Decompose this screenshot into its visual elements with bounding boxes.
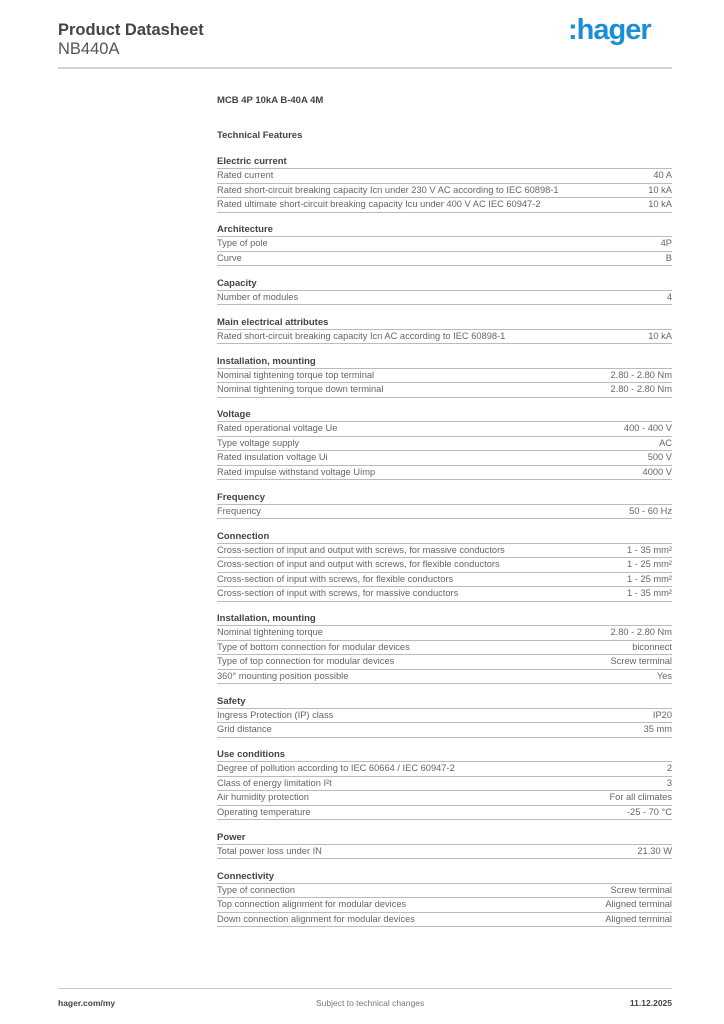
spec-row <box>217 169 672 184</box>
spec-label: Cross-section of input and output with screws, for massive conductors <box>217 544 505 555</box>
footer-website[interactable]: hager.com/my <box>58 998 116 1008</box>
spec-value: 1 - 35 mm² <box>627 588 672 598</box>
spec-value: IP20 <box>652 709 672 720</box>
spec-value: Yes <box>656 670 672 681</box>
spec-value: 4 <box>666 291 672 302</box>
spec-section <box>217 355 672 398</box>
spec-value: 400 - 400 V <box>623 423 672 433</box>
spec-label: Rated short-circuit breaking capacity Icn AC according to IEC 60898-1 <box>217 330 506 341</box>
spec-row <box>217 330 672 345</box>
product-reference: NB440A <box>58 40 120 58</box>
spec-section <box>217 612 672 684</box>
spec-row <box>217 573 672 588</box>
spec-row <box>217 437 672 452</box>
spec-label: Degree of pollution according to IEC 60664 / IEC 60947-2 <box>217 763 455 773</box>
spec-section <box>217 748 672 820</box>
spec-label: Cross-section of input and output with screws, for flexible conductors <box>217 559 500 569</box>
spec-label: Rated insulation voltage Ui <box>217 452 328 462</box>
spec-row <box>217 626 672 641</box>
spec-value: B <box>665 252 672 263</box>
section-title: Voltage <box>217 408 672 422</box>
spec-value: 10 kA <box>648 330 672 341</box>
spec-label: Grid distance <box>217 724 272 734</box>
spec-value: 2.80 - 2.80 Nm <box>610 384 672 394</box>
spec-row <box>217 777 672 792</box>
spec-value: 10 kA <box>648 199 672 209</box>
spec-label: Type voltage supply <box>217 437 300 448</box>
spec-label: Rated impulse withstand voltage Uimp <box>217 466 376 477</box>
spec-value: biconnect <box>632 641 672 652</box>
spec-label: Rated ultimate short-circuit breaking capacity Icu under 400 V AC IEC 60947-2 <box>217 199 541 209</box>
footer-date: 11.12.2025 <box>629 998 672 1008</box>
spec-value: Aligned terminal <box>605 899 672 909</box>
spec-row <box>217 762 672 777</box>
spec-row <box>217 884 672 899</box>
spec-value: 35 mm <box>643 724 672 734</box>
spec-row <box>217 451 672 466</box>
spec-section <box>217 408 672 480</box>
technical-features-heading: Technical Features <box>217 130 303 141</box>
spec-label: Type of pole <box>217 238 268 248</box>
section-title: Power <box>217 831 672 845</box>
spec-label: Top connection alignment for modular devices <box>217 899 407 909</box>
spec-label: Air humidity protection <box>217 792 309 802</box>
spec-row <box>217 198 672 213</box>
spec-row <box>217 466 672 481</box>
spec-value: 2.80 - 2.80 Nm <box>610 627 672 637</box>
spec-label: Type of top connection for modular devices <box>217 656 395 666</box>
spec-table <box>217 155 672 938</box>
section-title: Capacity <box>217 277 672 291</box>
spec-value: 4000 V <box>642 466 672 477</box>
spec-row <box>217 291 672 306</box>
spec-label: Rated current <box>217 170 274 180</box>
spec-label: 360° mounting position possible <box>217 670 349 681</box>
spec-section <box>217 870 672 928</box>
section-title: Installation, mounting <box>217 355 672 369</box>
spec-value: 2 <box>666 763 672 773</box>
spec-label: Rated operational voltage Ue <box>217 423 338 433</box>
spec-row <box>217 505 672 520</box>
product-name: MCB 4P 10kA B-40A 4M <box>217 95 324 106</box>
spec-value: 40 A <box>653 170 672 180</box>
spec-value: -25 - 70 °C <box>626 806 672 817</box>
section-title: Frequency <box>217 491 672 505</box>
spec-row <box>217 383 672 398</box>
spec-row <box>217 806 672 821</box>
footer-divider <box>58 988 672 989</box>
spec-label: Down connection alignment for modular devices <box>217 913 415 924</box>
spec-label: Curve <box>217 252 242 263</box>
spec-row <box>217 641 672 656</box>
spec-row <box>217 845 672 860</box>
spec-value: For all climates <box>609 792 672 802</box>
spec-label: Cross-section of input with screws, for flexible conductors <box>217 573 454 584</box>
spec-row <box>217 913 672 928</box>
spec-value: Aligned terminal <box>605 913 672 924</box>
spec-row <box>217 252 672 267</box>
spec-value: 2.80 - 2.80 Nm <box>610 369 672 380</box>
spec-value: 3 <box>666 777 672 788</box>
spec-section <box>217 695 672 738</box>
spec-section <box>217 155 672 213</box>
spec-label: Type of bottom connection for modular devices <box>217 641 410 652</box>
spec-label: Total power loss under IN <box>217 845 322 856</box>
section-title: Connectivity <box>217 870 672 884</box>
spec-label: Rated short-circuit breaking capacity Icn under 230 V AC according to IEC 60898-1 <box>217 184 559 195</box>
spec-section <box>217 831 672 860</box>
spec-row <box>217 709 672 724</box>
spec-row <box>217 587 672 602</box>
spec-value: 1 - 25 mm² <box>627 559 672 569</box>
spec-row <box>217 422 672 437</box>
spec-row <box>217 898 672 913</box>
hager-logo: :hager <box>568 14 651 46</box>
section-title: Connection <box>217 530 672 544</box>
spec-row <box>217 655 672 670</box>
spec-section <box>217 491 672 520</box>
footer-notice: Subject to technical changes <box>316 998 425 1008</box>
spec-value: 21.30 W <box>637 845 672 856</box>
section-title: Electric current <box>217 155 672 169</box>
spec-value: 1 - 35 mm² <box>627 544 672 555</box>
spec-row <box>217 237 672 252</box>
spec-value: 4P <box>660 238 672 248</box>
spec-label: Cross-section of input with screws, for massive conductors <box>217 588 459 598</box>
spec-section <box>217 530 672 602</box>
spec-section <box>217 223 672 266</box>
spec-row <box>217 184 672 199</box>
spec-value: 1 - 25 mm² <box>627 573 672 584</box>
section-title: Use conditions <box>217 748 672 762</box>
page-title: Product Datasheet <box>58 21 204 39</box>
section-title: Installation, mounting <box>217 612 672 626</box>
spec-row <box>217 544 672 559</box>
spec-label: Type of connection <box>217 884 296 895</box>
spec-value: Screw terminal <box>610 884 672 895</box>
spec-value: Screw terminal <box>610 656 672 666</box>
spec-row <box>217 670 672 685</box>
header-divider <box>58 67 672 69</box>
spec-row <box>217 558 672 573</box>
spec-label: Frequency <box>217 505 261 516</box>
spec-value: 50 - 60 Hz <box>629 505 672 516</box>
spec-label: Ingress Protection (IP) class <box>217 709 334 720</box>
spec-value: 10 kA <box>648 184 672 195</box>
spec-label: Class of energy limitation I²t <box>217 777 332 788</box>
spec-label: Operating temperature <box>217 806 311 817</box>
spec-label: Nominal tightening torque down terminal <box>217 384 384 394</box>
spec-row <box>217 791 672 806</box>
spec-value: 500 V <box>647 452 672 462</box>
spec-label: Nominal tightening torque <box>217 627 323 637</box>
section-title: Architecture <box>217 223 672 237</box>
spec-row <box>217 369 672 384</box>
spec-section <box>217 316 672 345</box>
spec-value: AC <box>659 437 672 448</box>
section-title: Safety <box>217 695 672 709</box>
spec-row <box>217 723 672 738</box>
spec-label: Nominal tightening torque top terminal <box>217 369 375 380</box>
spec-section <box>217 277 672 306</box>
section-title: Main electrical attributes <box>217 316 672 330</box>
spec-label: Number of modules <box>217 291 299 302</box>
